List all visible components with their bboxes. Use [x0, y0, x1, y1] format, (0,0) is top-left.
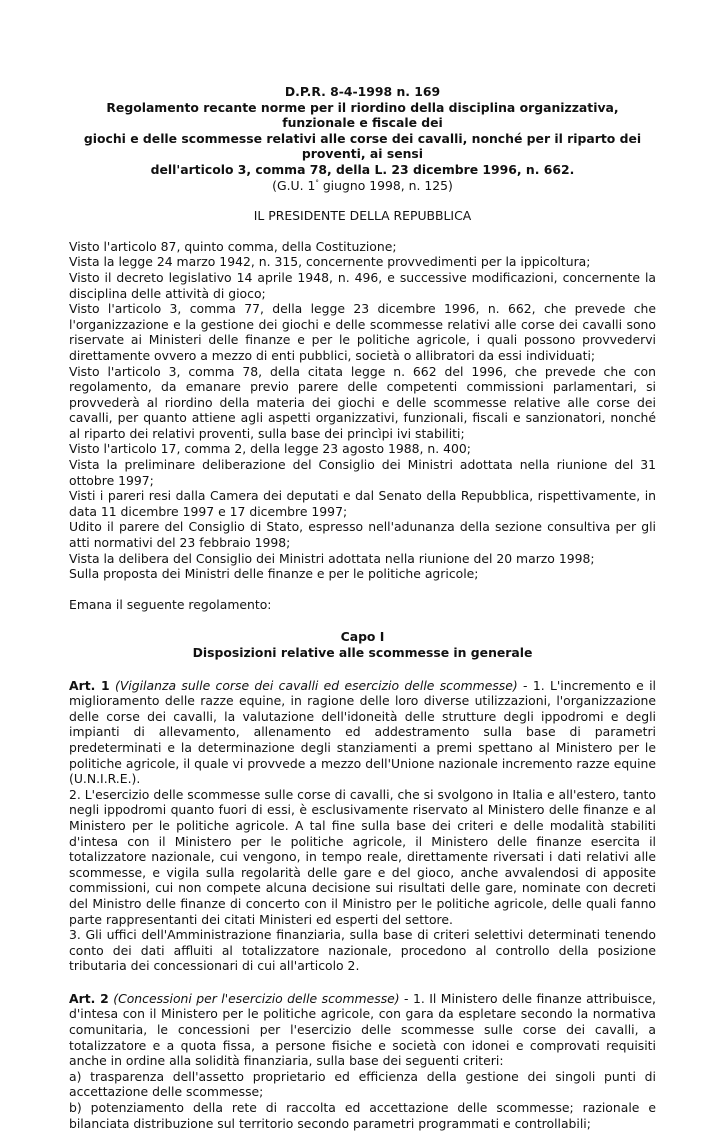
article-2-label: Art. 2 — [69, 990, 109, 1006]
gazzetta-ref-degree: ° — [315, 178, 319, 187]
chapter-title: Disposizioni relative alle scommesse in generale — [192, 645, 533, 660]
preamble-item: Vista la legge 24 marzo 1942, n. 315, concernente provvedimenti per la ippicoltura; — [69, 254, 591, 270]
gazzetta-ref-suffix: giugno 1998, n. 125) — [318, 177, 453, 193]
decree-reference: D.P.R. 8-4-1998 n. 169 — [284, 84, 441, 99]
chapter-number: Capo I — [340, 629, 385, 645]
gazzetta-ref-prefix: (G.U. 1 — [272, 177, 316, 193]
decree-title-line-2: giochi e delle scommesse relativi alle corse dei cavalli, nonché per il riparto dei proventi, ai sensi — [83, 130, 642, 162]
preamble-item: Visto l'articolo 3, comma 78, della citata legge n. 662 del 1996, che prevede che con regolamento, da emanare previo parere delle competenti commissioni parlamentari, si provvederà al riordino della materia dei giochi e delle scommesse relative alle corse dei cavalli, per quanto attiene agli aspetti organizzativi, funzionali, fiscali e sanzionatori, nonché al riparto dei relativi proventi, sulla base dei princìpi ivi stabiliti; — [69, 363, 656, 441]
preamble — [69, 239, 656, 582]
preamble-item: Sulla proposta dei Ministri delle finanze e per le politiche agricole; — [69, 566, 479, 582]
decree-title-line-3: dell'articolo 3, comma 78, della L. 23 dicembre 1996, n. 662. — [150, 161, 575, 177]
preamble-item: Visto l'articolo 87, quinto comma, della Costituzione; — [69, 238, 397, 254]
preamble-item: Udito il parere del Consiglio di Stato, espresso nell'adunanza della sezione consultiva per gli atti normativi del 23 febbraio 1998; — [69, 519, 656, 551]
article-1-paragraph-2: 2. L'esercizio delle scommesse sulle corse di cavalli, che si svolgono in Italia e all'estero, tanto negli ippodromi quanto fuori di essi, è esclusivamente riservato al Ministero delle finanze e al Ministero per le politiche agricole. A tal fine sulla base dei criteri e delle modalità stabiliti d'intesa con il Ministero per le politiche agricole, il Ministero delle finanze esercita il totalizzatore nazionale, cui vengono, in tempo reale, direttamente riversati i dati relativi alle scommesse, e vigila sulla regolarità delle gare e del gioco, anche avvalendosi di apposite commissioni, cui non compete alcuna decisione sui risultati delle gare, nominate con decreti del Ministro delle finanze di concerto con il Ministro per le politiche agricole, delle quali fanno parte rappresentanti dei citati Ministeri ed esperti del settore. — [69, 786, 656, 927]
article-1-label: Art. 1 — [69, 677, 110, 693]
article-1-text: - 1. L'incremento e il miglioramento delle razze equine, in ragione delle loro diverse utilizzazioni, l'organizzazione delle corse dei cavalli, la valutazione dell'idoneità delle strutture degli ippodromi e degli impianti di allevamento, allenamento ed addestramento sulla base di parametri predeterminati e la determinazione degli stanziamenti a premi spettano al Ministero per le politiche agricole, il quale vi provvede a mezzo dell'Unione nazionale incremento razze equine (U.N.I.R.E.). — [69, 677, 656, 787]
preamble-item: Vista la delibera del Consiglio dei Ministri adottata nella riunione del 20 marzo 1998; — [69, 550, 595, 566]
article-1 — [69, 678, 656, 974]
preamble-item: Visto il decreto legislativo 14 aprile 1948, n. 496, e successive modificazioni, concernente la disciplina delle attività di gioco; — [69, 269, 656, 301]
article-1-heading: (Vigilanza sulle corse dei cavalli ed esercizio delle scommesse) — [115, 677, 518, 693]
article-2-heading: (Concessioni per l'esercizio delle scommesse) — [113, 990, 400, 1006]
article-2-item-b: b) potenziamento della rete di raccolta ed accettazione delle scommesse; razionale e bilanciata distribuzione sul territorio secondo parametri programmati e controllabili; — [69, 1100, 656, 1131]
article-2 — [69, 991, 656, 1131]
preamble-item: Visto l'articolo 3, comma 77, della legge 23 dicembre 1996, n. 662, che prevede che l'organizzazione e la gestione dei giochi e delle scommesse relativi alle corse dei cavalli sono riservate ai Ministeri delle finanze e per le politiche agricole, i quali possono provvedervi direttamente ovvero a mezzo di enti pubblici, società o allibratori da essi individuati; — [69, 301, 656, 363]
document-header — [69, 84, 656, 178]
gazzetta-reference — [69, 178, 656, 194]
decree-title-line-1: Regolamento recante norme per il riordino della disciplina organizzativa, funzionale e fiscale dei — [106, 99, 619, 131]
article-2-item-a: a) trasparenza dell'assetto proprietario ed efficienza della gestione dei singoli punti di accettazione delle scommesse; — [69, 1068, 656, 1100]
chapter-heading — [69, 629, 656, 660]
article-2-paragraph-1 — [69, 991, 656, 1069]
article-1-paragraph-1 — [69, 678, 656, 787]
article-1-paragraph-3: 3. Gli uffici dell'Amministrazione finanziaria, sulla base di criteri selettivi determinati tenendo conto dei dati affluiti al totalizzatore nazionale, procedono al controllo della posizione tributaria dei concessionari di cui all'articolo 2. — [69, 927, 656, 974]
preamble-item: Visti i pareri resi dalla Camera dei deputati e dal Senato della Repubblica, rispettivamente, in data 11 dicembre 1997 e 17 dicembre 1997; — [69, 488, 656, 519]
preamble-item: Visto l'articolo 17, comma 2, della legge 23 agosto 1988, n. 400; — [69, 441, 471, 457]
article-2-text: - 1. Il Ministero delle finanze attribuisce, d'intesa con il Ministero per le politiche agricole, con gara da espletare secondo la normativa comunitaria, le concessioni per l'esercizio delle scommesse sulle corse dei cavalli, a totalizzatore e a quota fissa, a persone fisiche e società con idonei e comprovati requisiti anche in ordine alla solidità finanziaria, sulla base dei seguenti criteri: — [69, 990, 656, 1069]
preamble-item: Vista la preliminare deliberazione del Consiglio dei Ministri adottata nella riunione del 31 ottobre 1997; — [69, 457, 656, 488]
enactment-clause: Emana il seguente regolamento: — [69, 596, 272, 612]
president-heading: IL PRESIDENTE DELLA REPUBBLICA — [253, 208, 472, 224]
